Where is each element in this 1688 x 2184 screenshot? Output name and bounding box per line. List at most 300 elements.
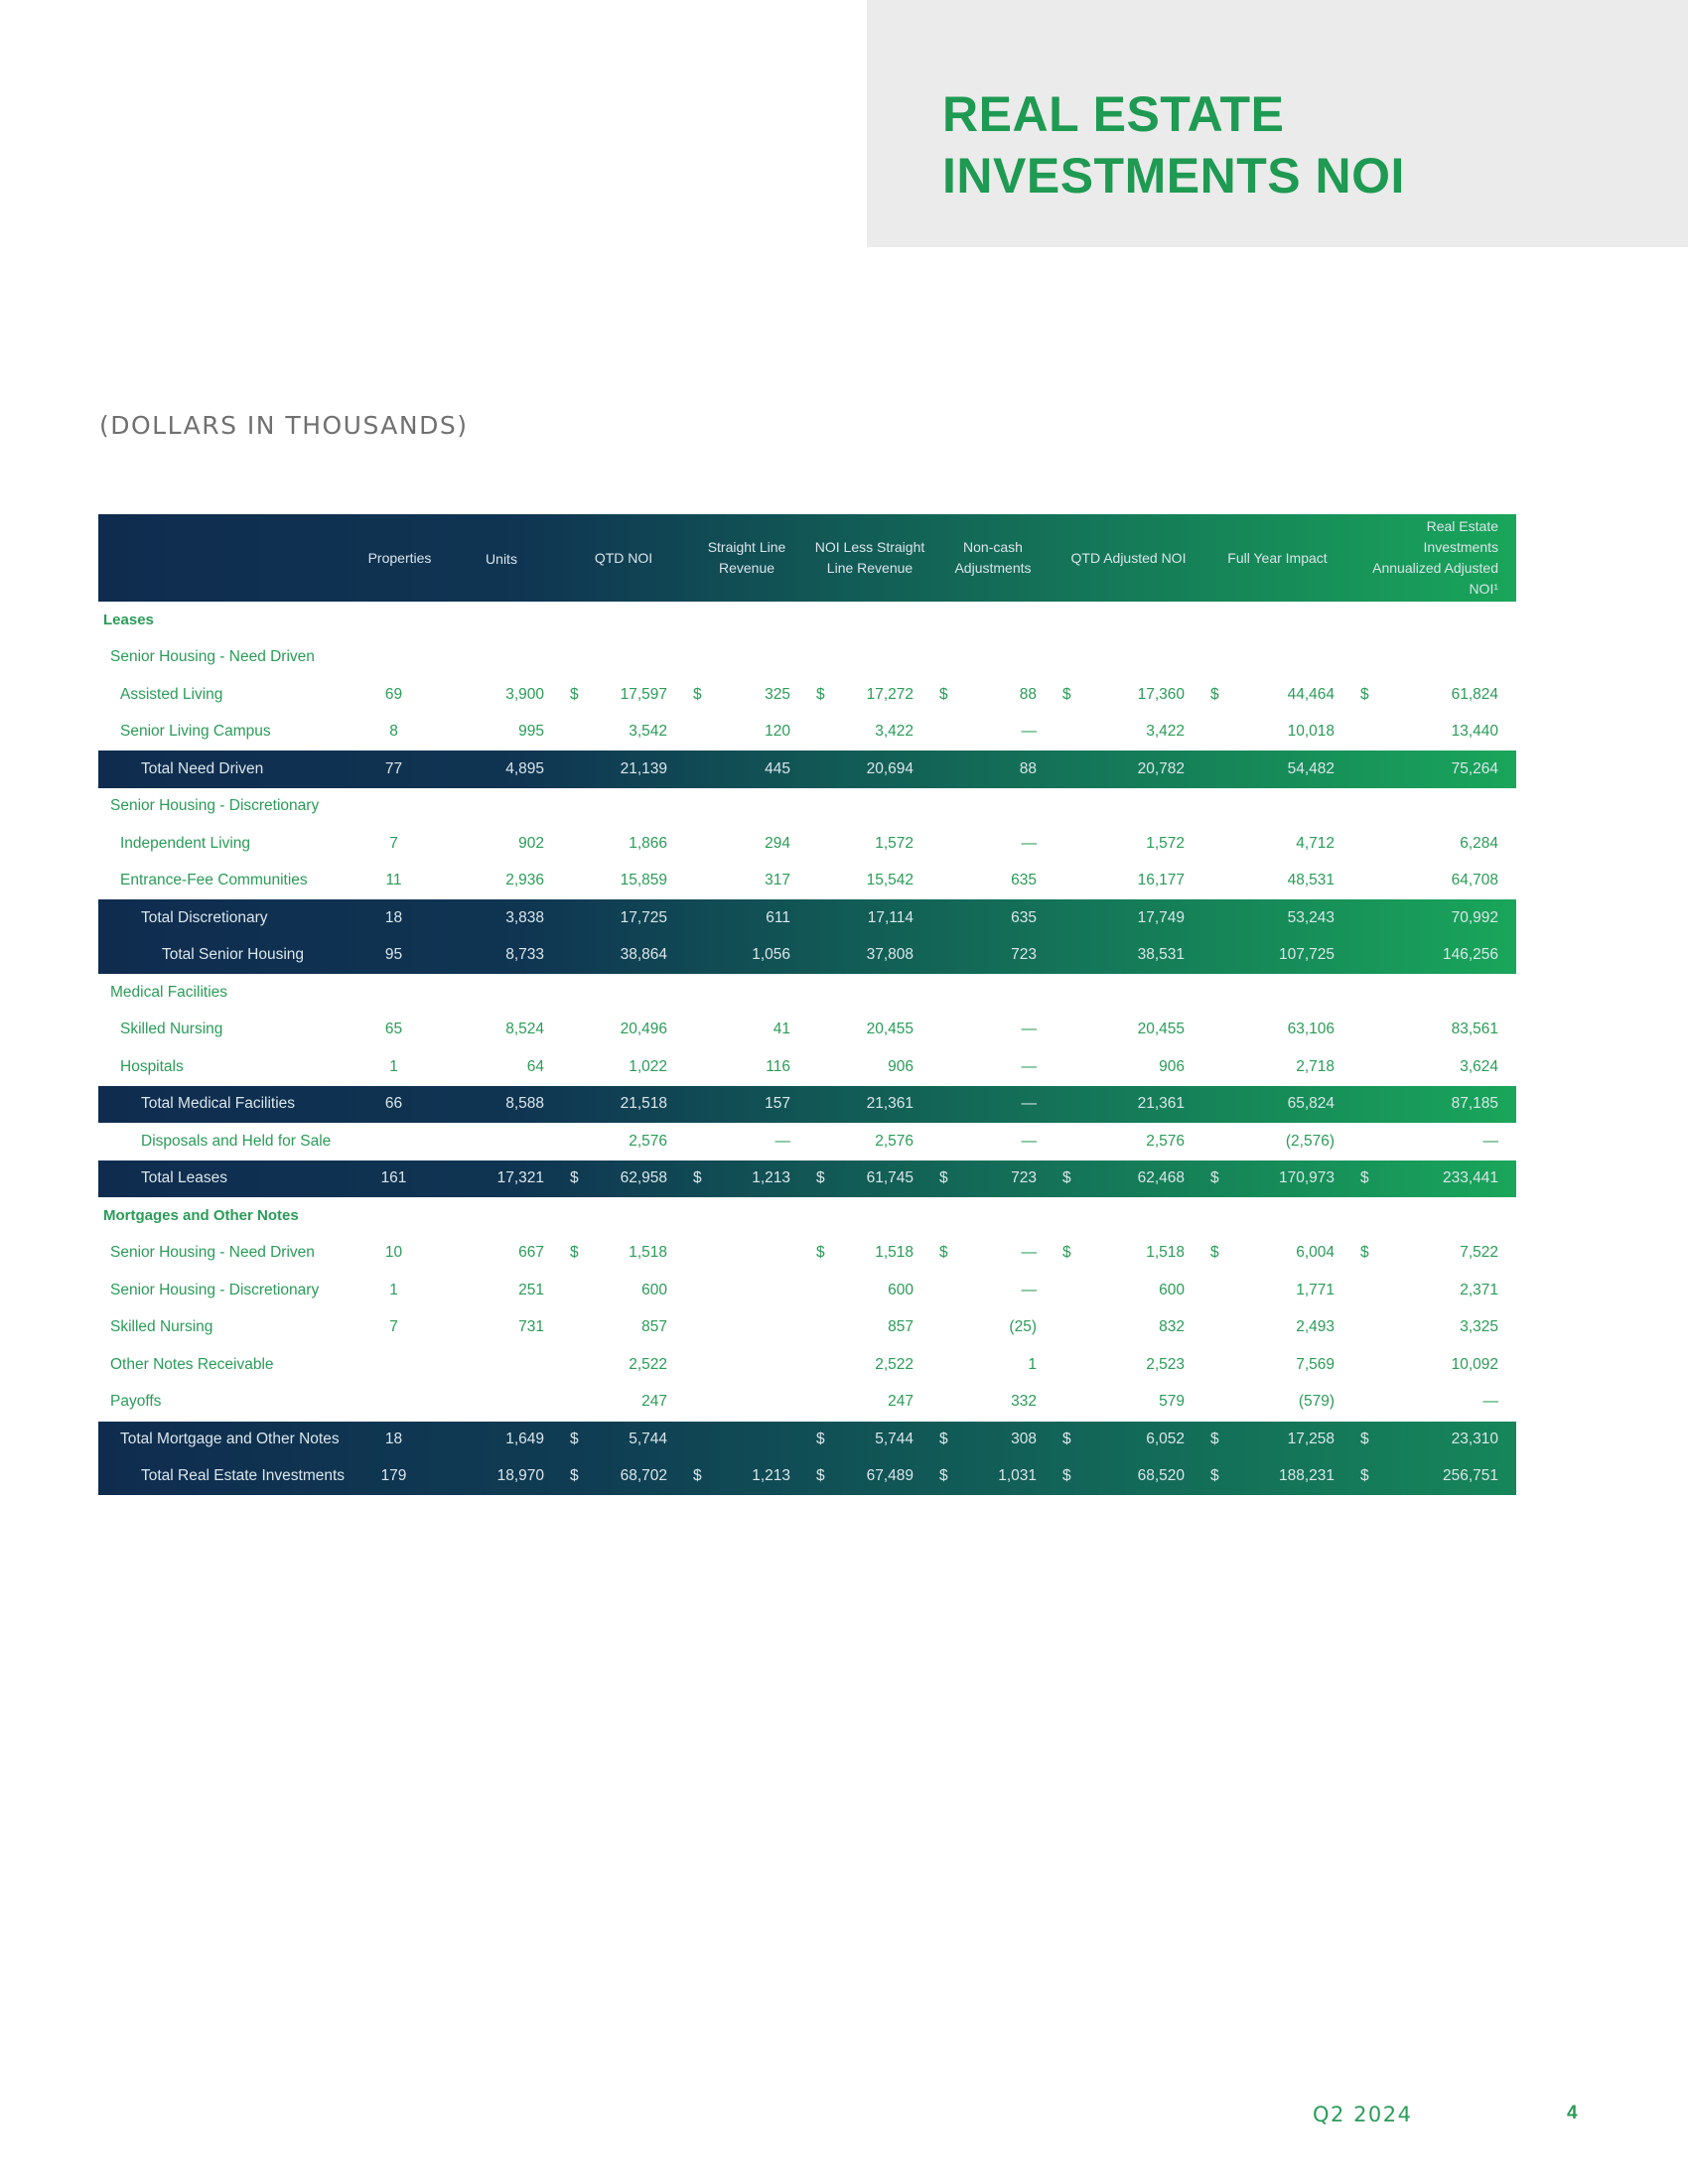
row-label: Total Leases: [141, 1169, 228, 1187]
full-year-impact-cell: [1202, 1160, 1352, 1198]
empty-cell: [808, 602, 931, 639]
empty-cell: [1055, 974, 1202, 1012]
full-year-impact-cell: 53,243: [1287, 908, 1335, 926]
cell-value: 44,464: [1287, 685, 1335, 703]
units-cell: 251: [518, 1281, 544, 1298]
cell-value: 23,310: [1451, 1431, 1498, 1448]
empty-cell: [1055, 788, 1202, 826]
total-row: [98, 899, 1516, 937]
straight-line-revenue-cell: [685, 1458, 808, 1496]
table-row: [98, 863, 1516, 900]
total-row: [98, 1160, 1516, 1198]
full-year-impact-cell: 7,569: [1296, 1355, 1335, 1373]
group-header-row: [98, 639, 1516, 677]
straight-line-revenue-cell: 41: [773, 1021, 790, 1038]
qtd-adjusted-noi-cell: 2,523: [1146, 1355, 1185, 1373]
cell-value: 1,031: [998, 1467, 1037, 1485]
units-cell: 8,524: [505, 1021, 544, 1038]
qtd-adjusted-noi-cell: 38,531: [1137, 946, 1185, 964]
empty-cell: [1352, 974, 1516, 1012]
noncash-adjustments-cell: —: [1021, 834, 1037, 852]
annualized-noi-cell: [1352, 676, 1516, 714]
table-row: [98, 1272, 1516, 1309]
row-label: Entrance-Fee Communities: [120, 872, 308, 889]
currency-symbol: $: [693, 685, 702, 703]
noncash-adjustments-cell: [931, 676, 1055, 714]
cell-value: 1,213: [752, 1169, 790, 1187]
cell-value: 88: [1019, 685, 1037, 703]
properties-cell: [358, 1384, 441, 1422]
currency-symbol: $: [816, 1467, 825, 1485]
noncash-adjustments-cell: —: [1021, 1095, 1037, 1113]
cell-value: 170,973: [1278, 1169, 1335, 1187]
straight-line-revenue-cell: 116: [766, 1057, 790, 1075]
row-label: Other Notes Receivable: [110, 1355, 274, 1373]
cell-value: 6,004: [1296, 1244, 1335, 1262]
properties-cell: 77: [384, 759, 403, 777]
noi-less-straight-line-cell: 2,522: [875, 1355, 914, 1373]
qtd-noi-cell: 38,864: [620, 946, 667, 964]
row-label: Leases: [103, 612, 154, 629]
noi-less-straight-line-cell: 17,114: [867, 908, 914, 926]
empty-cell: [931, 1197, 1055, 1235]
empty-cell: [685, 1197, 808, 1235]
total-row: [98, 1086, 1516, 1124]
currency-symbol: $: [1360, 1244, 1369, 1262]
row-label: Total Senior Housing: [162, 946, 305, 964]
noi-less-straight-line-cell: 600: [888, 1281, 914, 1298]
noncash-adjustments-cell: 723: [1011, 946, 1037, 964]
qtd-adjusted-noi-cell: 2,576: [1146, 1132, 1185, 1150]
cell-value: 1,518: [875, 1244, 914, 1262]
empty-cell: [562, 639, 685, 677]
units-cell: 17,321: [496, 1169, 544, 1187]
total-row: [98, 937, 1516, 975]
qtd-adjusted-noi-cell: [1055, 1458, 1202, 1496]
properties-cell: 1: [389, 1281, 398, 1298]
straight-line-revenue-cell: 120: [765, 723, 790, 741]
cell-value: 6,052: [1146, 1431, 1185, 1448]
row-label: Senior Housing - Need Driven: [110, 648, 315, 666]
full-year-impact-cell: [1202, 1235, 1352, 1273]
empty-cell: [808, 974, 931, 1012]
annualized-noi-cell: —: [1482, 1132, 1498, 1150]
table-row: [98, 714, 1516, 751]
empty-cell: [1202, 974, 1352, 1012]
straight-line-revenue-cell: [685, 1384, 808, 1422]
currency-symbol: $: [1210, 1431, 1219, 1448]
group-header-row: [98, 974, 1516, 1012]
qtd-noi-cell: 20,496: [620, 1021, 667, 1038]
noncash-adjustments-cell: 332: [1011, 1392, 1037, 1410]
cell-value: 67,489: [866, 1467, 914, 1485]
title-line-1: REAL ESTATE: [942, 86, 1285, 142]
units-cell: 18,970: [496, 1467, 544, 1485]
table-row: [98, 1384, 1516, 1422]
units-cell: 902: [518, 834, 544, 852]
cell-value: 723: [1011, 1169, 1037, 1187]
qtd-noi-cell: 15,859: [620, 872, 667, 889]
currency-symbol: $: [570, 1431, 579, 1448]
qtd-noi-header: QTD NOI: [594, 549, 653, 566]
cell-value: 1,518: [1146, 1244, 1185, 1262]
properties-cell: 7: [389, 834, 398, 852]
full-year-impact-header: Full Year Impact: [1227, 549, 1328, 566]
annualized-noi-cell: 3,624: [1460, 1057, 1498, 1075]
units-cell: 64: [526, 1057, 544, 1075]
noncash-adjustments-cell: —: [1021, 1281, 1037, 1298]
noncash-adjustments-cell: —: [1021, 1021, 1037, 1038]
row-label: Skilled Nursing: [120, 1021, 223, 1038]
qtd-adjusted-noi-cell: 20,455: [1137, 1021, 1185, 1038]
row-label: Assisted Living: [120, 685, 223, 703]
annualized-noi-cell: —: [1482, 1392, 1498, 1410]
noncash-adjustments-cell: 88: [1019, 759, 1037, 777]
page-number: 4: [1567, 2103, 1578, 2123]
empty-cell: [808, 639, 931, 677]
row-label: Independent Living: [120, 834, 251, 852]
units-cell: 1,649: [441, 1421, 562, 1458]
empty-cell: [1352, 1197, 1516, 1235]
row-label-header: [98, 514, 358, 602]
noi-less-straight-line-cell: 20,694: [866, 759, 914, 777]
full-year-impact-cell: 65,824: [1287, 1095, 1335, 1113]
noncash-adjustments-cell: (25): [1009, 1318, 1037, 1336]
empty-cell: [931, 639, 1055, 677]
currency-symbol: $: [1360, 1467, 1369, 1485]
cell-value: 62,958: [620, 1169, 667, 1187]
properties-header: Properties: [367, 549, 432, 566]
noi-less-straight-line-cell: 21,361: [866, 1095, 914, 1113]
cell-value: 17,360: [1137, 685, 1185, 703]
units-cell: 8,733: [505, 946, 544, 964]
noi-less-straight-line-cell: [808, 1160, 931, 1198]
properties-cell: 18: [384, 908, 403, 926]
currency-symbol: $: [1210, 1169, 1219, 1187]
row-label: Total Mortgage and Other Notes: [98, 1421, 358, 1458]
annualized-noi-cell: 3,325: [1460, 1318, 1498, 1336]
units-subtitle: (DOLLARS IN THOUSANDS): [99, 411, 469, 440]
noi-less-straight-line-header: NOI Less Straight Line Revenue: [814, 539, 925, 576]
page-title: [942, 83, 1405, 206]
full-year-impact-cell: [1202, 676, 1352, 714]
straight-line-revenue-header: Straight Line Revenue: [707, 539, 786, 576]
currency-symbol: $: [1360, 685, 1369, 703]
currency-symbol: $: [1360, 1169, 1369, 1187]
units-cell: 731: [518, 1318, 544, 1336]
noi-less-straight-line-cell: [808, 1458, 931, 1496]
row-label: Senior Housing - Need Driven: [110, 1244, 315, 1262]
noncash-adjustments-header: Non-cash Adjustments: [954, 539, 1032, 576]
currency-symbol: $: [939, 1244, 948, 1262]
straight-line-revenue-cell: 445: [765, 759, 790, 777]
currency-symbol: $: [1062, 1244, 1071, 1262]
empty-cell: [685, 639, 808, 677]
empty-cell: [1055, 1197, 1202, 1235]
cell-value: 5,744: [629, 1431, 667, 1448]
annualized-noi-cell: [1352, 1160, 1516, 1198]
table-row: [98, 1309, 1516, 1347]
row-label: Senior Housing - Discretionary: [110, 1281, 320, 1298]
empty-cell: [441, 639, 562, 677]
cell-value: 308: [1011, 1431, 1037, 1448]
empty-cell: [685, 788, 808, 826]
straight-line-revenue-cell: 611: [766, 908, 790, 926]
noncash-adjustments-cell: 1: [1028, 1355, 1037, 1373]
row-label: Total Need Driven: [141, 759, 264, 777]
row-label: Payoffs: [110, 1392, 162, 1410]
section-header-row: [98, 602, 1516, 639]
properties-cell: 18: [358, 1421, 441, 1458]
noi-less-straight-line-cell: 20,455: [866, 1021, 914, 1038]
row-label: Total Real Estate Investments: [141, 1467, 346, 1485]
empty-cell: [1352, 639, 1516, 677]
noncash-adjustments-cell: —: [1021, 1057, 1037, 1075]
currency-symbol: $: [1360, 1431, 1369, 1448]
currency-symbol: $: [816, 1431, 825, 1448]
qtd-adjusted-noi-cell: 600: [1159, 1281, 1185, 1298]
noncash-adjustments-cell: —: [1021, 1132, 1037, 1150]
straight-line-revenue-cell: —: [774, 1132, 790, 1150]
units-cell: [441, 1384, 562, 1422]
row-label: Skilled Nursing: [110, 1318, 213, 1336]
straight-line-revenue-cell: [685, 1309, 808, 1347]
currency-symbol: $: [570, 685, 579, 703]
qtd-adjusted-noi-cell: 17,749: [1137, 908, 1185, 926]
row-label: Total Discretionary: [141, 908, 268, 926]
qtd-noi-cell: 2,522: [629, 1355, 667, 1373]
qtd-adjusted-noi-cell: 20,782: [1137, 759, 1185, 777]
qtd-adjusted-noi-cell: [1055, 676, 1202, 714]
properties-cell: 8: [389, 723, 398, 741]
total-row: [98, 751, 1516, 788]
empty-cell: [441, 788, 562, 826]
noncash-adjustments-cell: [931, 1235, 1055, 1273]
units-cell: 667: [518, 1244, 544, 1262]
table-body: [98, 602, 1516, 1495]
currency-symbol: $: [1210, 685, 1219, 703]
properties-cell: 161: [380, 1169, 407, 1187]
currency-symbol: $: [1210, 1244, 1219, 1262]
cell-value: 17,272: [866, 685, 914, 703]
currency-symbol: $: [939, 1431, 948, 1448]
row-label: Total Medical Facilities: [141, 1095, 296, 1113]
qtd-adjusted-noi-cell: 1,572: [1146, 834, 1185, 852]
currency-symbol: $: [816, 1244, 825, 1262]
table-row: [98, 1123, 1516, 1160]
qtd-noi-cell: 600: [641, 1281, 667, 1298]
empty-cell: [1055, 602, 1202, 639]
noi-less-straight-line-cell: 3,422: [875, 723, 914, 741]
title-line-2: INVESTMENTS NOI: [942, 148, 1405, 204]
empty-cell: [931, 788, 1055, 826]
cell-value: —: [1021, 1244, 1037, 1262]
qtd-noi-cell: 21,518: [620, 1095, 667, 1113]
qtd-adjusted-noi-cell: 16,177: [1137, 872, 1185, 889]
noi-less-straight-line-cell: 37,808: [866, 946, 914, 964]
currency-symbol: $: [570, 1467, 579, 1485]
noncash-adjustments-cell: [931, 1458, 1055, 1496]
units-cell: 3,900: [505, 685, 544, 703]
qtd-adjusted-noi-cell: [1055, 1421, 1202, 1458]
noi-less-straight-line-cell: 1,572: [875, 834, 914, 852]
annualized-noi-cell: [1352, 1235, 1516, 1273]
noi-less-straight-line-cell: 906: [888, 1057, 914, 1075]
properties-cell: 69: [384, 685, 403, 703]
qtd-adjusted-noi-cell: 579: [1159, 1392, 1185, 1410]
currency-symbol: $: [939, 1467, 948, 1485]
currency-symbol: $: [570, 1244, 579, 1262]
empty-cell: [1352, 788, 1516, 826]
full-year-impact-cell: 4,712: [1296, 834, 1335, 852]
empty-cell: [358, 639, 441, 677]
properties-cell: 1: [389, 1057, 398, 1075]
properties-cell: 66: [384, 1095, 403, 1113]
empty-cell: [1202, 1197, 1352, 1235]
qtd-noi-cell: 1,866: [629, 834, 667, 852]
row-label: Senior Living Campus: [120, 723, 271, 741]
annualized-adjusted-noi-header: Real Estate Investments Annualized Adjusted NOI¹: [1372, 518, 1498, 597]
full-year-impact-cell: 1,771: [1296, 1281, 1335, 1298]
qtd-adjusted-noi-cell: [1055, 1160, 1202, 1198]
cell-value: 61,745: [866, 1169, 914, 1187]
noi-less-straight-line-cell: 857: [888, 1318, 914, 1336]
qtd-adjusted-noi-cell: 832: [1159, 1318, 1185, 1336]
group-header-row: [98, 788, 1516, 826]
noncash-adjustments-cell: —: [1021, 723, 1037, 741]
full-year-impact-cell: [1202, 1421, 1352, 1458]
units-cell: [441, 1123, 562, 1160]
full-year-impact-cell: 10,018: [1287, 723, 1335, 741]
qtd-adjusted-noi-cell: 906: [1159, 1057, 1185, 1075]
qtd-adjusted-noi-header: QTD Adjusted NOI: [1070, 549, 1187, 566]
full-year-impact-cell: 2,493: [1296, 1318, 1335, 1336]
noncash-adjustments-cell: [931, 1160, 1055, 1198]
properties-cell: 7: [389, 1318, 398, 1336]
currency-symbol: $: [1062, 685, 1071, 703]
table-row: [98, 1048, 1516, 1086]
properties-cell: 10: [384, 1244, 403, 1262]
properties-cell: 65: [384, 1021, 403, 1038]
empty-cell: [931, 974, 1055, 1012]
empty-cell: [931, 602, 1055, 639]
full-year-impact-cell: (2,576): [1285, 1132, 1335, 1150]
qtd-noi-cell: 21,139: [620, 759, 667, 777]
full-year-impact-cell: 63,106: [1287, 1021, 1335, 1038]
empty-cell: [1202, 602, 1352, 639]
qtd-noi-cell: 3,542: [629, 723, 667, 741]
units-cell: 8,588: [505, 1095, 544, 1113]
currency-symbol: $: [1062, 1431, 1071, 1448]
noi-table: [98, 514, 1516, 1495]
empty-cell: [358, 974, 441, 1012]
straight-line-revenue-cell: 157: [765, 1095, 790, 1113]
cell-value: 5,744: [875, 1431, 914, 1448]
qtd-noi-cell: [562, 1235, 685, 1273]
annualized-noi-cell: 2,371: [1460, 1281, 1498, 1298]
currency-symbol: $: [693, 1467, 702, 1485]
annualized-noi-cell: 87,185: [1451, 1095, 1498, 1113]
table-row: [98, 1012, 1516, 1049]
empty-cell: [441, 1197, 562, 1235]
empty-cell: [1352, 602, 1516, 639]
cell-value: 62,468: [1137, 1169, 1185, 1187]
annualized-noi-cell: 146,256: [1442, 946, 1498, 964]
row-label: Senior Housing - Discretionary: [110, 797, 320, 815]
cell-value: 68,520: [1137, 1467, 1185, 1485]
table-header: [98, 514, 1516, 602]
qtd-noi-cell: [562, 1421, 685, 1458]
noi-less-straight-line-cell: 247: [888, 1392, 914, 1410]
empty-cell: [562, 974, 685, 1012]
units-cell: 2,936: [505, 872, 544, 889]
annualized-noi-cell: [1352, 1458, 1516, 1496]
empty-cell: [441, 602, 562, 639]
cell-value: 17,258: [1287, 1431, 1335, 1448]
table-row: [98, 1235, 1516, 1273]
row-label: Disposals and Held for Sale: [141, 1132, 332, 1150]
qtd-noi-cell: 17,725: [620, 908, 667, 926]
row-label: Mortgages and Other Notes: [103, 1207, 299, 1225]
header-row: [98, 514, 1516, 602]
cell-value: 1,213: [752, 1467, 790, 1485]
cell-value: 188,231: [1278, 1467, 1335, 1485]
annualized-noi-cell: 75,264: [1451, 759, 1498, 777]
noi-less-straight-line-cell: [808, 1235, 931, 1273]
table-row: [98, 676, 1516, 714]
straight-line-revenue-cell: [685, 1346, 808, 1384]
empty-cell: [358, 602, 441, 639]
noi-less-straight-line-cell: [808, 1421, 931, 1458]
qtd-noi-cell: 2,576: [629, 1132, 667, 1150]
straight-line-revenue-cell: [685, 1421, 808, 1458]
cell-value: 61,824: [1451, 685, 1498, 703]
currency-symbol: $: [816, 685, 825, 703]
qtd-adjusted-noi-cell: [1055, 1235, 1202, 1273]
footer-period: Q2 2024: [1313, 2103, 1413, 2126]
empty-cell: [1202, 639, 1352, 677]
noncash-adjustments-cell: 635: [1011, 872, 1037, 889]
table-row: [98, 825, 1516, 863]
full-year-impact-cell: 48,531: [1287, 872, 1335, 889]
units-header: Units: [486, 551, 517, 567]
cell-value: 1,518: [629, 1244, 667, 1262]
straight-line-revenue-cell: [685, 1272, 808, 1309]
empty-cell: [808, 788, 931, 826]
table-row: [98, 1346, 1516, 1384]
qtd-noi-cell: 1,022: [629, 1057, 667, 1075]
properties-cell: 11: [385, 872, 402, 889]
straight-line-revenue-cell: 1,056: [752, 946, 790, 964]
cell-value: 233,441: [1442, 1169, 1498, 1187]
empty-cell: [562, 602, 685, 639]
straight-line-revenue-cell: 294: [765, 834, 790, 852]
currency-symbol: $: [1210, 1467, 1219, 1485]
qtd-noi-cell: [562, 1160, 685, 1198]
straight-line-revenue-cell: [685, 1160, 808, 1198]
full-year-impact-cell: 107,725: [1278, 946, 1335, 964]
properties-cell: 179: [380, 1467, 407, 1485]
currency-symbol: $: [939, 1169, 948, 1187]
empty-cell: [562, 1197, 685, 1235]
qtd-adjusted-noi-cell: 3,422: [1146, 723, 1185, 741]
currency-symbol: $: [570, 1169, 579, 1187]
cell-value: 17,597: [620, 685, 667, 703]
currency-symbol: $: [1062, 1169, 1071, 1187]
cell-value: 7,522: [1460, 1244, 1498, 1262]
straight-line-revenue-cell: 317: [765, 872, 790, 889]
noi-less-straight-line-cell: 15,542: [866, 872, 914, 889]
